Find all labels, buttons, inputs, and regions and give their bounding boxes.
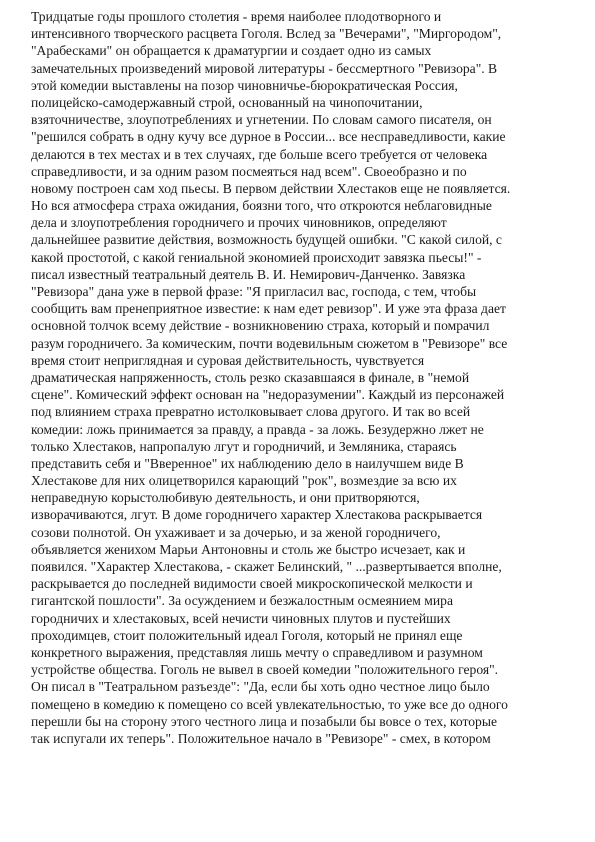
text-line: неправедную корыстолюбивую деятельность, и они притворяются,	[31, 490, 420, 506]
text-line: интенсивного творческого расцвета Гоголя. Вслед за "Вечерами", "Миргородом",	[31, 26, 502, 42]
text-line: Тридцатые годы прошлого столетия - время наиболее плодотворного и	[31, 9, 442, 24]
text-line: этой комедии выставлены на позор чиновничье-бюрократическая Россия,	[31, 77, 458, 93]
text-line: городничих и хлестаковых, всей нечисти чиновных плутов и пустейших	[31, 610, 451, 626]
text-line: изворачиваются, лгут. В доме городничего характер Хлестакова раскрывается	[31, 507, 483, 523]
text-line: основной толчок всему действие - возникновению страха, который и помрачил	[31, 318, 490, 334]
text-line: дальнейшее развитие действия, возможность будущей ошибки. "С какой силой, с	[31, 232, 502, 248]
text-line: помещено в комедию к помещено со всей увлекательностью, то уже все до одного	[31, 696, 508, 712]
text-line: дела и злоупотребления городничего и прочих чиновников, определяют	[31, 215, 447, 231]
text-line: Он писал в "Театральном разъезде": "Да, если бы хоть одно честное лицо было	[31, 679, 490, 695]
text-line: разум городничего. За комическим, почти водевильным сюжетом в "Ревизоре" все	[31, 335, 508, 351]
text-line: проходимцев, стоит положительный идеал Гоголя, который не принял еще	[31, 627, 463, 643]
text-line: устройстве общества. Гоголь не вывел в своей комедии "положительного героя".	[31, 662, 499, 678]
text-line: комедии: ложь принимается за правду, а правда - за ложь. Безудержно лжет не	[31, 421, 484, 437]
text-line: только Хлестаков, напропалую лгут и городничий, и Земляника, стараясь	[31, 438, 457, 454]
text-line: "Арабесками" он обращается к драматургии и создает одно из самых	[31, 43, 432, 59]
text-line: представить себя и "Вверенное" их наблюдению дело в наилучшем виде В	[31, 455, 464, 471]
text-line: объявляется женихом Марьи Антоновны и столь же быстро исчезает, как и	[31, 541, 466, 557]
text-line: справедливости, и за одним разом посмеяться над всем". Своеобразно и по	[31, 163, 467, 179]
text-line: "Ревизора" дана уже в первой фразе: "Я пригласил вас, господа, с тем, чтобы	[31, 284, 477, 299]
text-line: так испугали их теперь". Положительное начало в "Ревизоре" - смех, в котором	[31, 730, 491, 746]
text-line: Но вся атмосфера страха ожидания, боязни того, что откроются неблаговидные	[31, 198, 492, 214]
text-line: конкретного выражения, представляя лишь мечту о справедливом и разумном	[31, 644, 483, 660]
text-line: какой простотой, с какой гениальной экономией происходит завязка пьесы!" -	[31, 249, 482, 265]
text-line: гигантской пошлости". За осуждением и безжалостным осмеянием мира	[31, 593, 454, 609]
text-line: Хлестакове для них олицетворился карающий "рок", возмездие за всю их	[31, 473, 457, 489]
text-line: "решился собрать в одну кучу все дурное в России... все несправедливости, какие	[31, 129, 506, 145]
text-line: писал известный театральный деятель В. И. Немирович-Данченко. Завязка	[31, 266, 466, 282]
text-line: сцене". Комический эффект основан на "недоразумении". Каждый из персонажей	[31, 387, 505, 403]
text-line: перешли бы на сторону этого честного лица и позабыли бы вовсе о тех, которые	[31, 713, 497, 729]
text-line: делаются в тех местах и в тех случаях, где больше всего требуется от человека	[31, 146, 488, 162]
text-line: время стоит неприглядная и суровая действительность, чувствуется	[31, 352, 425, 368]
text-line: созови полнотой. Он ухаживает и за дочерью, и за женой городничего,	[31, 524, 441, 540]
text-line: драматическая напряженность, столь резко сказавшаяся в финале, в "немой	[31, 369, 470, 385]
text-line: появился. "Характер Хлестакова, - скажет Белинский, " ...развертывается вполне,	[31, 559, 502, 574]
text-line: сообщить вам пренеприятное известие: к нам едет ревизор". И уже эта фраза дает	[31, 301, 506, 317]
text-line: взяточничестве, злоупотреблениях и угнетении. По словам самого писателя, он	[31, 112, 492, 128]
text-line: под влиянием страха превратно истолковывает слова другого. И так во всей	[31, 404, 471, 420]
text-line: замечательных произведений мировой литературы - бессмертного "Ревизора". В	[31, 60, 498, 76]
document-body	[31, 8, 571, 747]
text-line: новому построен сам ход пьесы. В первом действии Хлестаков еще не появляется.	[31, 180, 511, 196]
text-line: раскрывается до последней видимости своей микроскопической мелкости и	[31, 576, 473, 592]
text-line: полицейско-самодержавный строй, основанный на чинопочитании,	[31, 94, 423, 110]
